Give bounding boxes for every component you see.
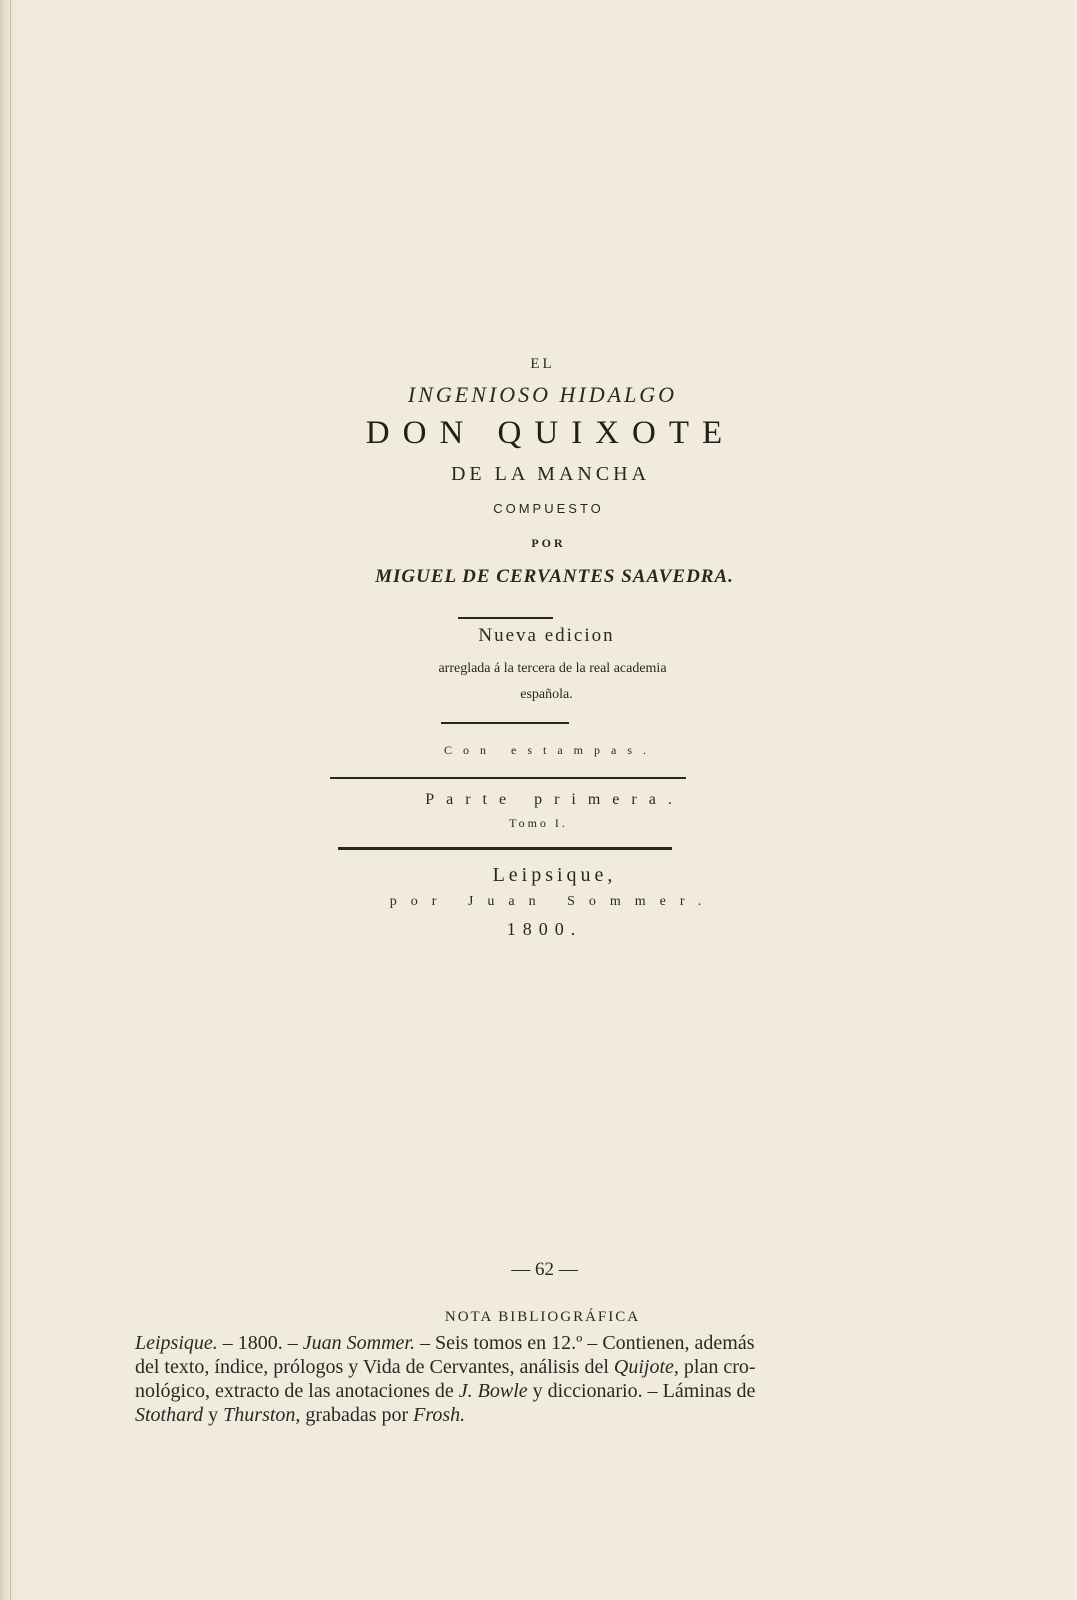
nota-line-2 [135,1355,885,1379]
nota-contents: del texto, índice, prólogos y Vida de Cervantes, análisis del [135,1356,614,1378]
title-leipsique: Leipsique, [492,864,617,886]
nota-line-4 [135,1403,885,1427]
title-tomo: Tomo I. [509,816,568,830]
nota-publisher: Juan Sommer. [302,1332,415,1354]
title-compuesto: COMPUESTO [493,501,604,516]
rule-tomo [338,847,672,850]
title-por: POR [531,536,566,550]
title-nueva-edicion: Nueva edicion [478,625,615,646]
nota-frosh: Frosh. [413,1404,466,1426]
nota-line-3 [135,1379,885,1403]
title-parte-primera: Parte primera. [425,791,684,808]
title-de-la-mancha: DE LA MANCHA [450,463,651,485]
rule-edition [441,722,569,724]
nota-extracto: nológico, extracto de las anotaciones de [135,1380,459,1402]
title-year: 1800. [506,919,583,939]
title-espanola: española. [520,687,573,702]
nota-y: y [203,1404,224,1426]
title-publisher: por Juan Sommer. [389,894,716,909]
rule-author [458,617,553,619]
nota-volumes: – Seis tomos en 12.º – Contienen, además [415,1332,755,1354]
nota-grabadas: grabadas por [300,1404,414,1426]
title-author: MIGUEL DE CERVANTES SAAVEDRA. [375,566,734,587]
title-arreglada: arreglada á la tercera de la real academia [438,661,667,676]
rule-estampas [330,777,686,779]
nota-thurston: Thurston, [223,1404,301,1426]
nota-heading: NOTA BIBLIOGRÁFICA [444,1309,641,1325]
title-con-estampas: Con estampas. [444,743,657,757]
nota-place: Leipsique. [135,1332,218,1354]
page-number: — 62 — [511,1259,578,1280]
nota-year: – 1800. – [217,1332,303,1354]
title-ingenioso-hidalgo: INGENIOSO HIDALGO [407,382,678,407]
nota-quijote: Quijote, [613,1356,679,1378]
nota-bowle: J. Bowle [458,1380,528,1402]
nota-stothard: Stothard [135,1404,204,1426]
nota-plan: plan cro- [678,1356,756,1378]
title-el: EL [530,356,555,372]
title-don-quixote: DON QUIXOTE [365,415,736,451]
nota-laminas: y diccionario. – Láminas de [527,1380,756,1402]
nota-line-1 [135,1331,885,1355]
